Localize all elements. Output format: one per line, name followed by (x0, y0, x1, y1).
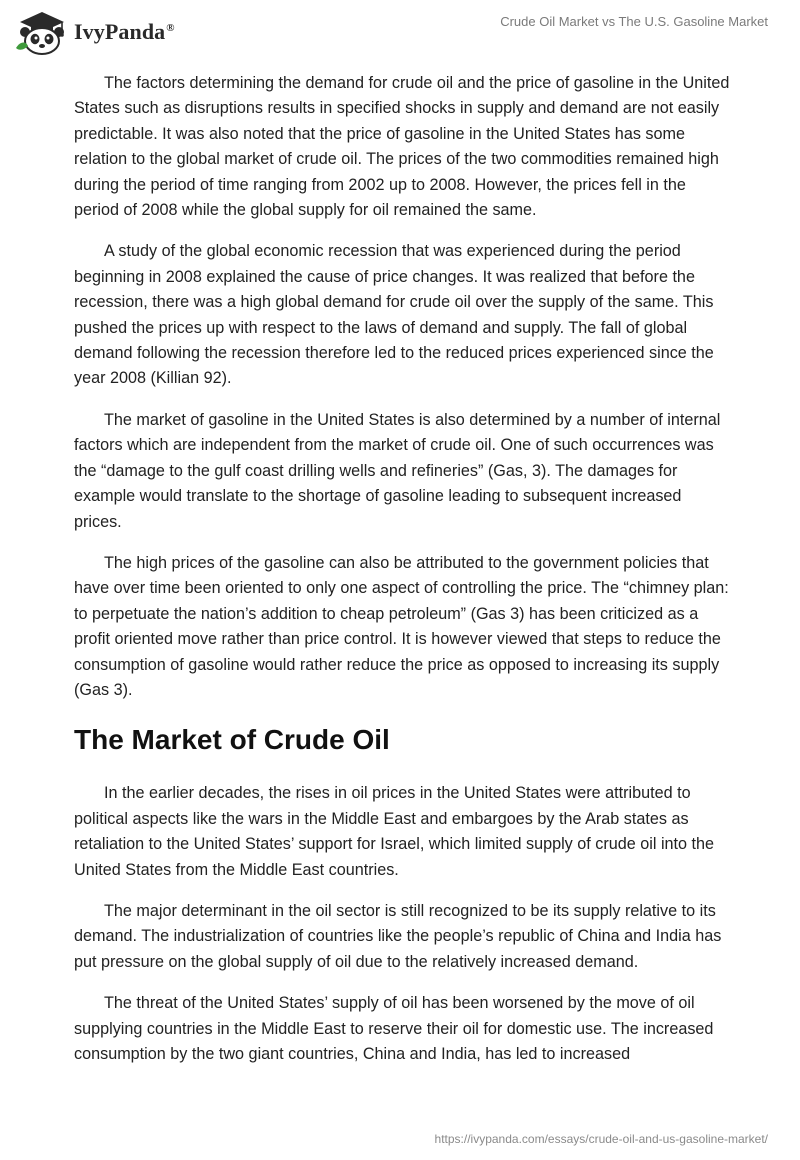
page-header (0, 0, 800, 66)
document-title: Crude Oil Market vs The U.S. Gasoline Market (500, 14, 768, 29)
paragraph: The major determinant in the oil sector is still recognized to be its supply relative to its demand. The industrialization of countries like the people’s republic of China and India has put pressure on the global supply of oil due to the relatively increased demand. (74, 901, 722, 971)
article-body (74, 71, 730, 1083)
paragraph: The market of gasoline in the United States is also determined by a number of internal factors which are independent from the market of crude oil. One of such occurrences was the “damage to the gulf coast drilling wells and refineries” (Gas, 3). The damages for example would translate to the shortage of gasoline leading to subsequent increased prices. (74, 410, 721, 531)
brand-name: IvyPanda® (74, 19, 175, 44)
paragraph: A study of the global economic recession that was experienced during the period beginning in 2008 explained the cause of price changes. It was realized that before the recession, there was a high global demand for crude oil over the supply of the same. This pushed the prices up with respect to the laws of demand and supply. The fall of global demand following the recession therefore led to the reduced prices experienced since the year 2008 (Killian 92). (74, 242, 714, 388)
panda-graduation-cap-icon (14, 8, 68, 56)
paragraph: The high prices of the gasoline can also be attributed to the government policies that have over time been oriented to only one aspect of controlling the price. The “chimney plan: to perpetuate the nation’s addition to cheap petroleum” (Gas 3) has been criticized as a profit oriented move rather than price control. It is however viewed that steps to reduce the consumption of gasoline would rather reduce the price as opposed to increasing its supply (Gas 3). (74, 553, 729, 699)
registered-mark: ® (166, 21, 175, 34)
brand-logo[interactable] (14, 8, 175, 56)
section-heading: The Market of Crude Oil (74, 724, 390, 756)
paragraph: The factors determining the demand for crude oil and the price of gasoline in the United States such as disruptions results in specified shocks in supply and demand are not easily predictable. It was also noted that the price of gasoline in the United States has some relation to the global market of crude oil. The prices of the two commodities remained high during the period of time ranging from 2002 up to 2008. However, the prices fell in the period of 2008 while the global supply for oil remained the same. (74, 74, 730, 220)
source-url-link[interactable]: https://ivypanda.com/essays/crude-oil-and-us-gasoline-market/ (434, 1132, 768, 1146)
paragraph: In the earlier decades, the rises in oil prices in the United States were attributed to political aspects like the wars in the Middle East and embargoes by the Arab states as retaliation to the United States’ support for Israel, which limited supply of crude oil into the United States from the Middle East countries. (74, 784, 715, 879)
paragraph: The threat of the United States’ supply of oil has been worsened by the move of oil supplying countries in the Middle East to reserve their oil for domestic use. The increased consumption by the two giant countries, China and India, has led to increased (74, 994, 714, 1063)
